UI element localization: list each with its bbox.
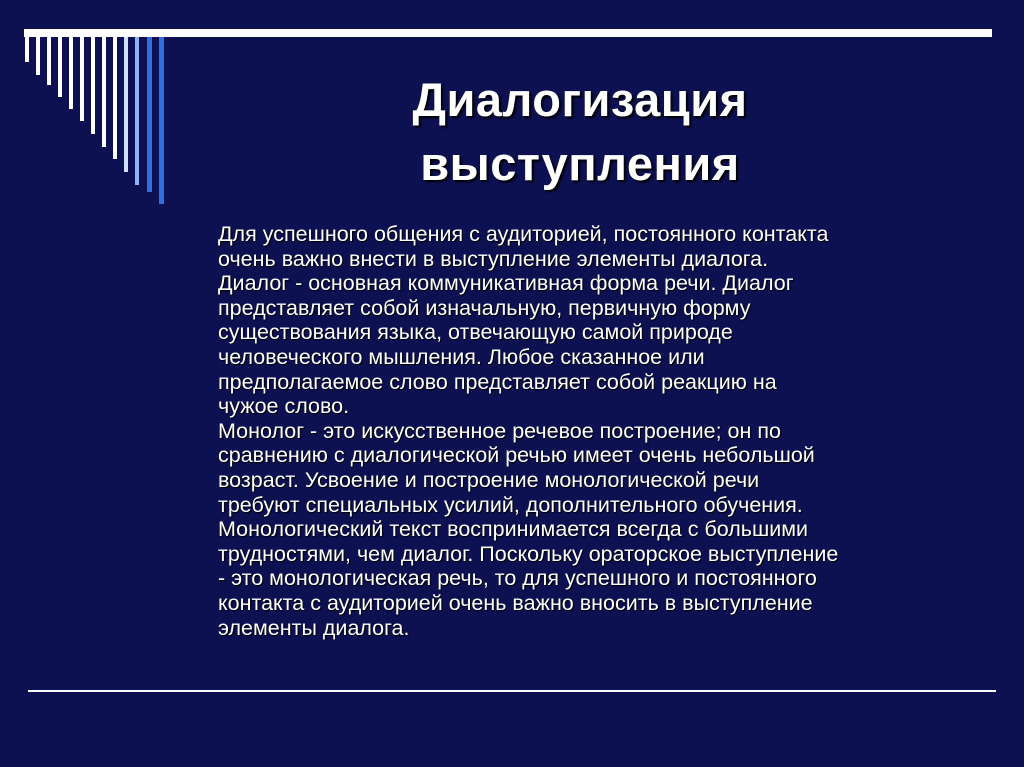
title-line-2: выступления [420,137,740,190]
stripe [69,37,73,109]
stripe [113,37,117,159]
stripe [91,37,95,134]
paragraph-monolog: Монолог - это искусственное речевое построение; он по сравнению с диалогической речью имеет очень небольшой возраст. Усвоение и построение монологической речи требуют специальных усилий, дополнительного обучения. Монологический текст воспринимается всегда с большими трудностями, чем диалог. Поскольку ораторское выступление - это монологическая речь, то для успешного и постоянного контакта с аудиторией очень важно вносить в выступление элементы диалога. [218,418,839,640]
body-text [218,222,978,640]
stripe [147,37,152,192]
stripe [102,37,106,147]
stripe [80,37,84,121]
stripe [124,37,128,172]
slide-title [300,68,860,196]
stripe [159,37,164,204]
decorative-stripes [0,0,200,220]
paragraph-dialog: Для успешного общения с аудиторией, постоянного контакта очень важно внести в выступление элементы диалога. Диалог - основная коммуникативная форма речи. Диалог представляет собой изначальную, первичную форму существования языка, отвечающую самой природе человеческого мышления. Любое сказанное или предполагаемое слово представляет собой реакцию на чужое слово. [218,222,829,419]
stripe [58,37,62,97]
stripe [25,37,29,62]
stripe [135,37,139,185]
stripe [47,37,51,85]
title-line-1: Диалогизация [412,73,748,126]
stripe [36,37,40,75]
bottom-divider-line [28,690,996,692]
